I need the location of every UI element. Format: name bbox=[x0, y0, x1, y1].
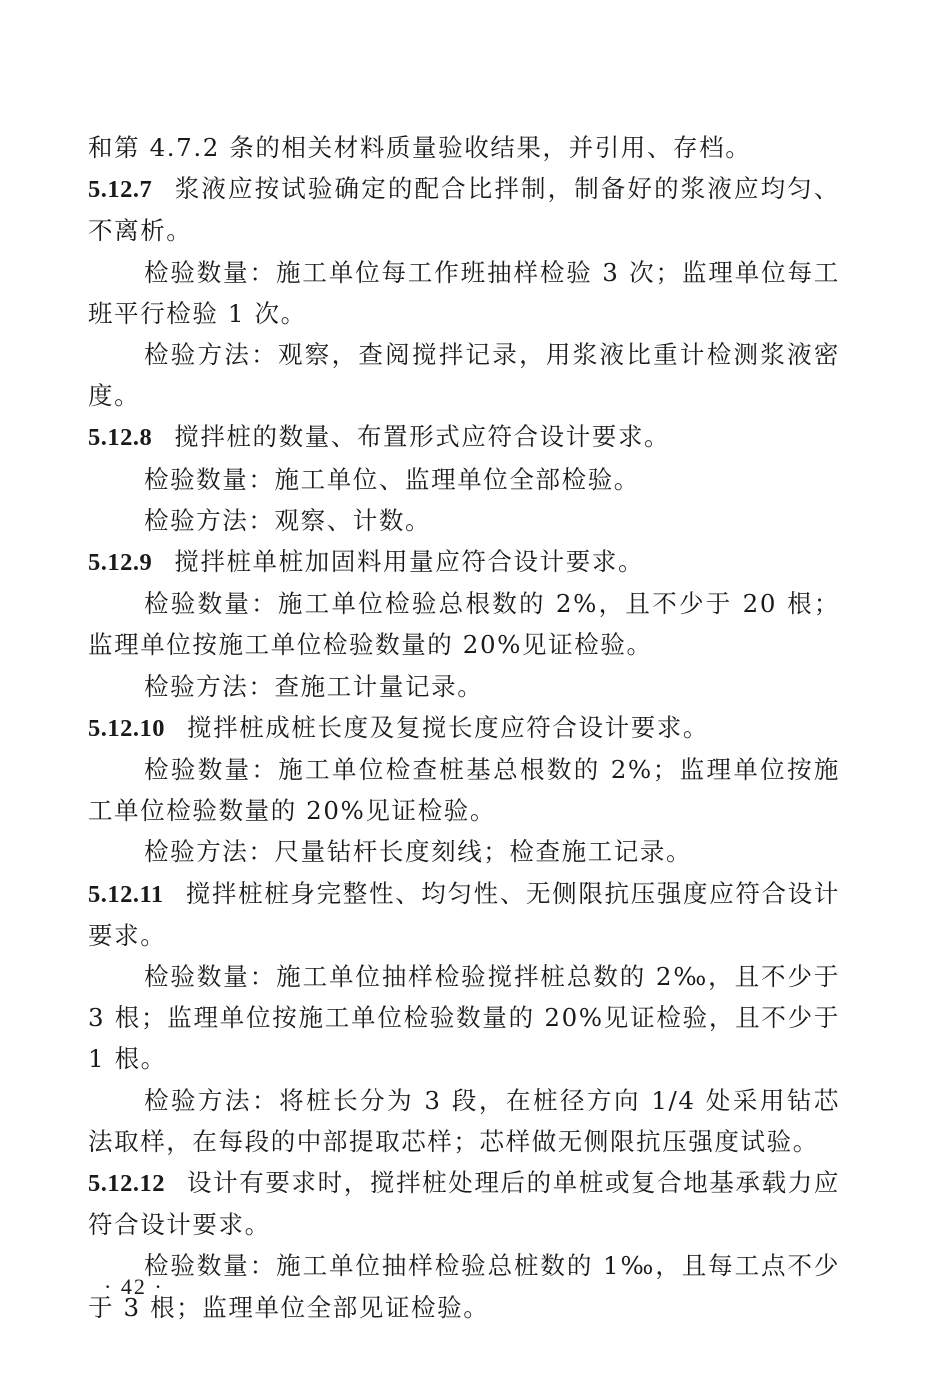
inspection-quantity: 检验数量：施工单位检验总根数的 2%，且不少于 20 根；监理单位按施工单位检验数量的 20%见证检验。 bbox=[88, 589, 840, 660]
inspection-quantity: 检验数量：施工单位抽样检验搅拌桩总数的 2‰，且不少于 3 根；监理单位按施工单位检验数量的 20%见证检验，且不少于 1 根。 bbox=[88, 962, 840, 1074]
clause-5-12-11 bbox=[88, 873, 840, 956]
clause-5-12-10 bbox=[88, 707, 840, 749]
clause-text: 搅拌桩成桩长度及复搅长度应符合设计要求。 bbox=[187, 712, 709, 742]
inspection-method: 检验方法：尺量钻杆长度刻线；检查施工记录。 bbox=[144, 837, 693, 867]
inspection-method: 检验方法：观察，查阅搅拌记录，用浆液比重计检测浆液密度。 bbox=[88, 340, 840, 411]
clause-5-12-12 bbox=[88, 1162, 840, 1245]
clause-number: 5.12.12 bbox=[88, 1170, 165, 1198]
continuation-line: 和第 4.7.2 条的相关材料质量验收结果，并引用、存档。 bbox=[88, 133, 752, 162]
clause-number: 5.12.11 bbox=[88, 880, 164, 908]
document-body bbox=[88, 127, 840, 1328]
clause-text: 浆液应按试验确定的配合比拌制，制备好的浆液应均匀、不离析。 bbox=[88, 174, 840, 246]
clause-number: 5.12.7 bbox=[88, 176, 153, 204]
clause-5-12-9 bbox=[88, 541, 840, 583]
inspection-method: 检验方法：将桩长分为 3 段，在桩径方向 1/4 处采用钻芯法取样，在每段的中部提取芯样；芯样做无侧限抗压强度试验。 bbox=[88, 1085, 840, 1156]
inspection-quantity: 检验数量：施工单位检查桩基总根数的 2%；监理单位按施工单位检验数量的 20%见证检验。 bbox=[88, 755, 840, 826]
inspection-quantity: 检验数量：施工单位每工作班抽样检验 3 次；监理单位每工班平行检验 1 次。 bbox=[88, 257, 840, 328]
clause-number: 5.12.10 bbox=[88, 714, 165, 742]
clause-5-12-8 bbox=[88, 416, 840, 458]
inspection-method: 检验方法：查施工计量记录。 bbox=[144, 671, 484, 701]
page-number: · 42 · bbox=[104, 1274, 164, 1299]
clause-5-12-7 bbox=[88, 168, 840, 251]
clause-text: 设计有要求时，搅拌桩处理后的单桩或复合地基承载力应符合设计要求。 bbox=[88, 1168, 840, 1240]
inspection-quantity: 检验数量：施工单位、监理单位全部检验。 bbox=[144, 464, 640, 494]
clause-text: 搅拌桩桩身完整性、均匀性、无侧限抗压强度应符合设计要求。 bbox=[88, 878, 840, 950]
inspection-quantity: 检验数量：施工单位抽样检验总桩数的 1‰，且每工点不少于 3 根；监理单位全部见证检验。 bbox=[88, 1251, 840, 1322]
clause-number: 5.12.8 bbox=[88, 424, 153, 452]
inspection-method: 检验方法：观察、计数。 bbox=[144, 505, 432, 535]
clause-number: 5.12.9 bbox=[88, 549, 153, 577]
clause-text: 搅拌桩单桩加固料用量应符合设计要求。 bbox=[174, 547, 645, 577]
clause-text: 搅拌桩的数量、布置形式应符合设计要求。 bbox=[174, 422, 671, 452]
